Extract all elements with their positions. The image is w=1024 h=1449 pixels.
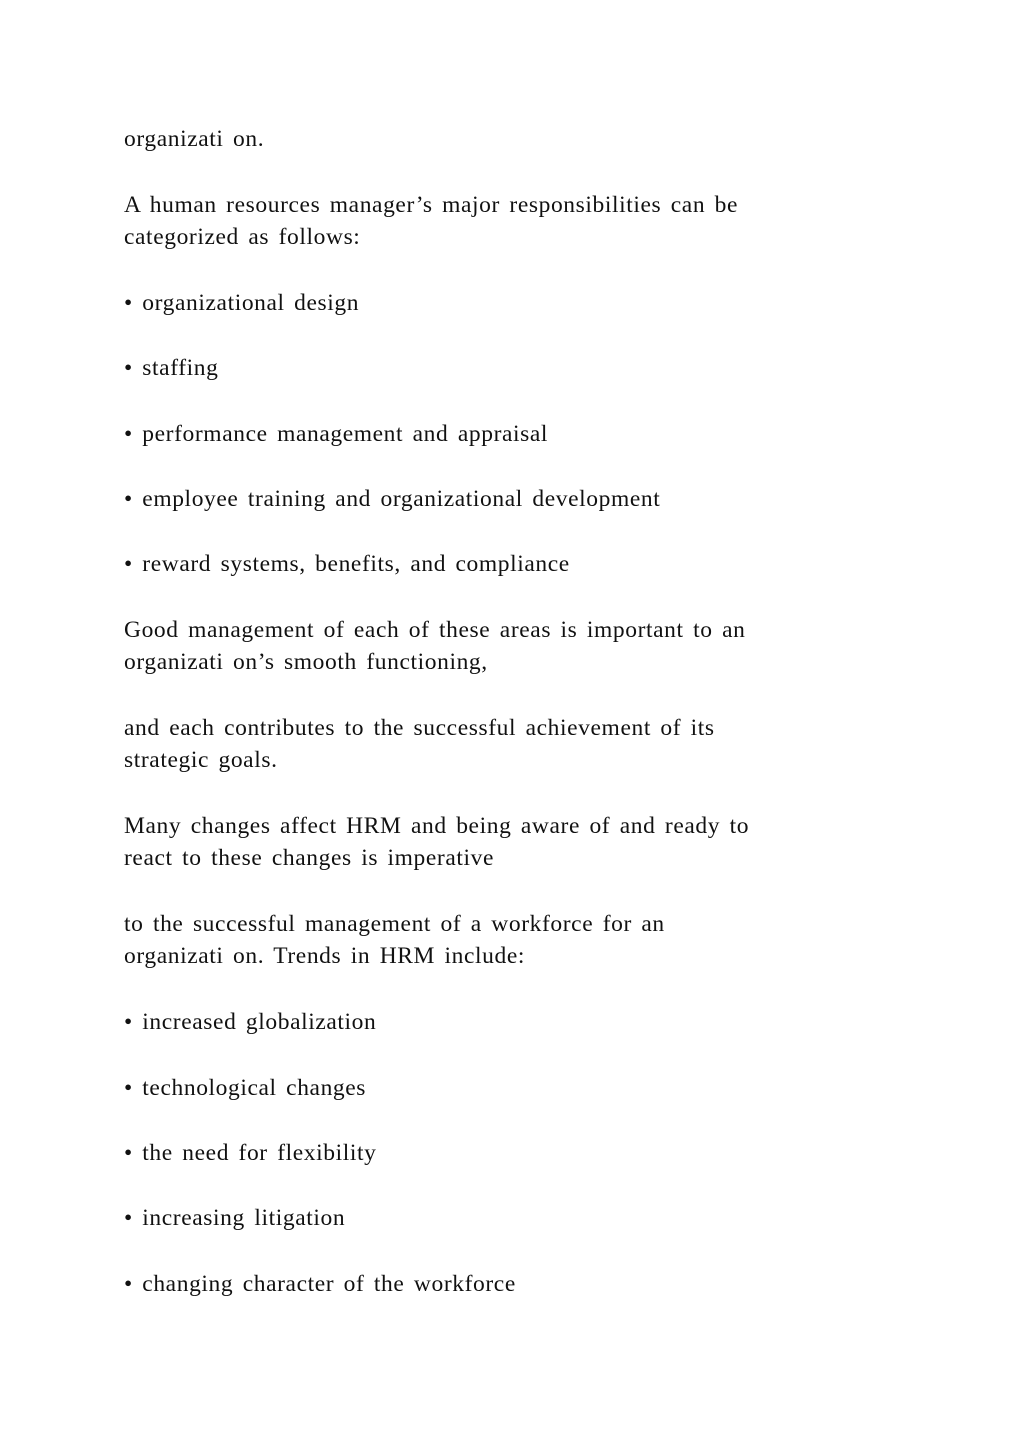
bullet-item: • changing character of the workforce bbox=[124, 1271, 516, 1297]
bullet-item: • technological changes bbox=[124, 1075, 367, 1101]
text-line: react to these changes is imperative bbox=[124, 845, 495, 871]
text-line: categorized as follows: bbox=[124, 224, 361, 250]
text-line: Many changes affect HRM and being aware of and ready to bbox=[124, 813, 750, 839]
bullet-item: • the need for flexibility bbox=[124, 1140, 377, 1166]
bullet-item: • staffing bbox=[124, 355, 219, 381]
text-line: to the successful management of a workforce for an bbox=[124, 911, 665, 937]
text-line: organizati on. Trends in HRM include: bbox=[124, 943, 526, 969]
text-line: A human resources manager’s major responsibilities can be bbox=[124, 192, 739, 218]
text-line: Good management of each of these areas is important to an bbox=[124, 617, 746, 643]
text-line: organizati on’s smooth functioning, bbox=[124, 649, 488, 675]
bullet-item: • organizational design bbox=[124, 290, 360, 316]
text-line: organizati on. bbox=[124, 126, 265, 152]
text-line: and each contributes to the successful achievement of its bbox=[124, 715, 715, 741]
bullet-item: • reward systems, benefits, and compliance bbox=[124, 551, 570, 577]
bullet-item: • increased globalization bbox=[124, 1009, 377, 1035]
bullet-item: • employee training and organizational development bbox=[124, 486, 661, 512]
bullet-item: • performance management and appraisal bbox=[124, 421, 549, 447]
bullet-item: • increasing litigation bbox=[124, 1205, 346, 1231]
text-line: strategic goals. bbox=[124, 747, 278, 773]
